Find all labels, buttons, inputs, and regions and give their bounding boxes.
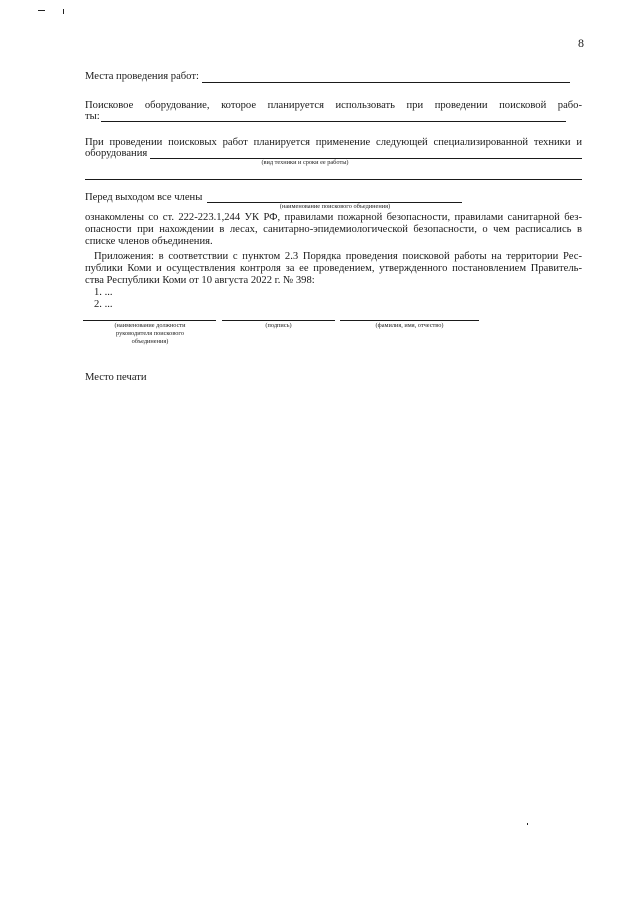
special-equipment-caption: (вид техники и сроки ее работы) [261, 159, 349, 166]
scan-mark [63, 9, 64, 14]
signature-line [222, 320, 335, 321]
work-place-line [202, 82, 570, 83]
scan-mark [38, 10, 45, 11]
equipment-line [101, 121, 566, 122]
familiar-paragraph-line3: списке членов объединения. [85, 236, 213, 247]
position-line [83, 320, 216, 321]
familiar-paragraph-line2: опасности при нахождении в лесах, санитарно-эпидемиологической безопасности, о чем расписались в [85, 224, 582, 235]
position-caption-line3: объединения) [131, 338, 169, 345]
work-place-label: Места проведения работ: [85, 71, 199, 82]
signature-caption: (подпись) [265, 322, 292, 329]
appendix-paragraph-line3: ства Республики Коми от 10 августа 2022 г. № 398: [85, 275, 315, 286]
members-label: Перед выходом все члены [85, 192, 203, 203]
appendix-list-item-2: 2. ... [94, 299, 113, 310]
members-caption: (наименование поискового объединения) [279, 203, 391, 210]
special-equipment-line1: При проведении поисковых работ планируется применение следующей специализированной техники и [85, 137, 582, 148]
equipment-label-line1: Поисковое оборудование, которое планируется использовать при проведении поисковой рабо- [85, 100, 582, 111]
appendix-paragraph-line1: Приложения: в соответствии с пунктом 2.3 Порядка проведения поисковой работы на территории Рес- [94, 251, 582, 262]
stamp-place-label: Место печати [85, 372, 147, 383]
page-number: 8 [578, 36, 584, 50]
scan-mark [527, 823, 528, 825]
equipment-label-line2: ты: [85, 111, 100, 122]
appendix-list-item-1: 1. ... [94, 287, 113, 298]
position-caption-line1: (наименование должности [114, 322, 186, 329]
name-caption: (фамилия, имя, отчество) [375, 322, 444, 329]
appendix-paragraph-line2: публики Коми и осуществления контроля за ее проведением, утвержденного постановлением Правитель- [85, 263, 582, 274]
special-equipment-line2: оборудования [85, 148, 148, 159]
special-equipment-extra-line [85, 179, 582, 180]
familiar-paragraph-line1: ознакомлены со ст. 222-223.1,244 УК РФ, правилами пожарной безопасности, правилами санитарной без- [85, 212, 582, 223]
name-line [340, 320, 479, 321]
position-caption-line2: руководителя поискового [116, 330, 184, 337]
